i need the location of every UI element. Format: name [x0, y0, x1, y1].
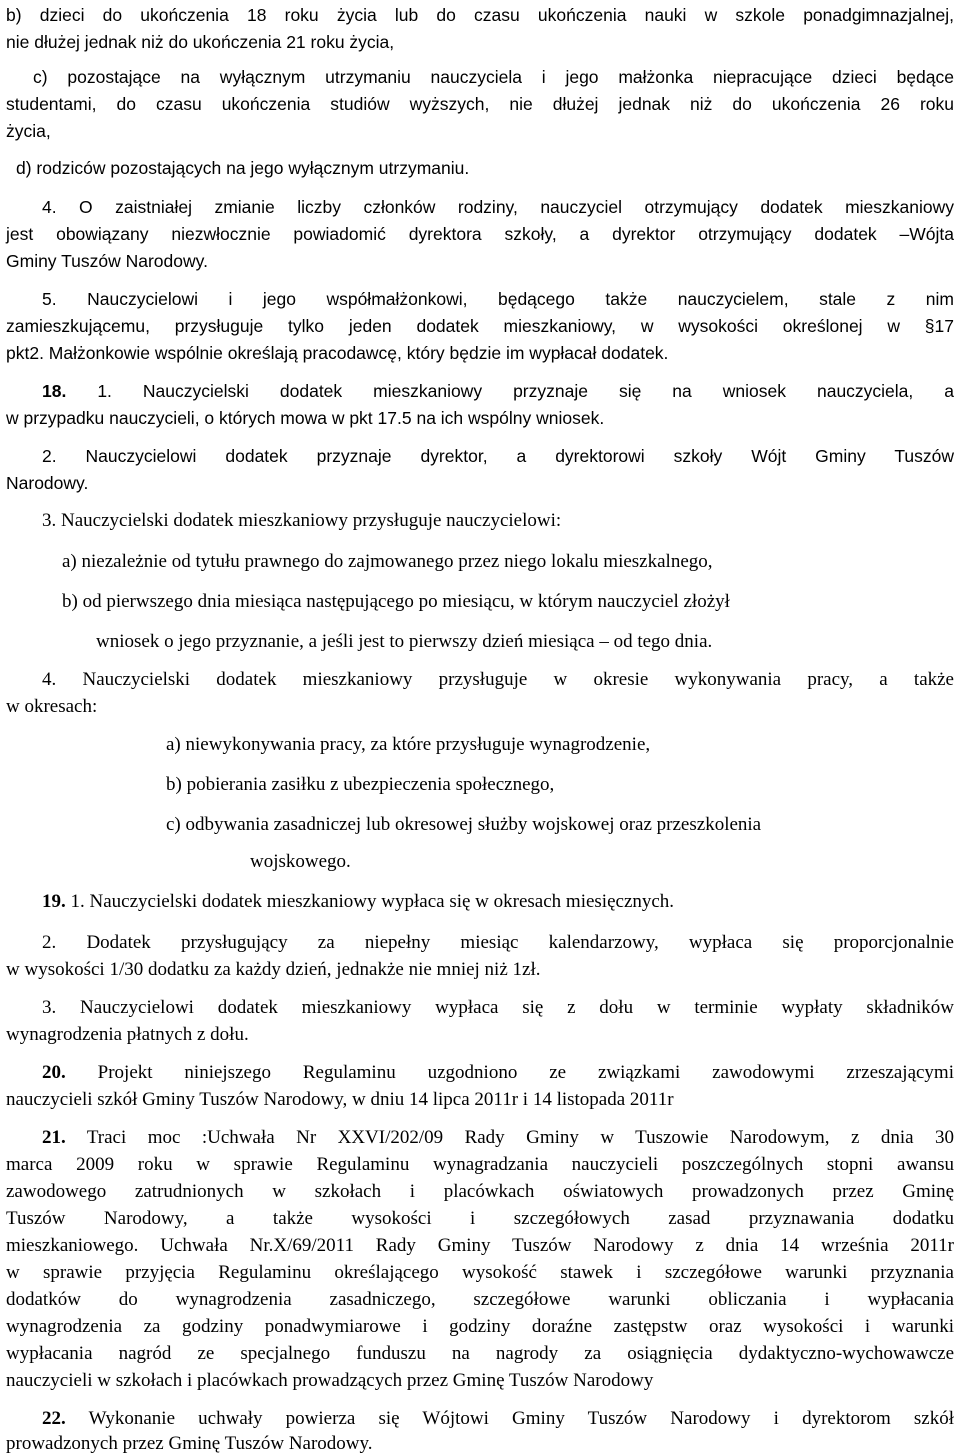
text-line: nauczycieli w szkołach i placówkach prowadzących przez Gminę Tuszów Narodowy [6, 1370, 654, 1391]
section-number: 19. [42, 891, 66, 912]
text-line: wynagrodzenia płatnych z dołu. [6, 1024, 249, 1045]
text-line: 3. Nauczycielowi dodatek mieszkaniowy wypłaca się z dołu w terminie wypłaty składników [42, 997, 954, 1018]
text-line: zawodowego zatrudnionych w szkołach i placówkach oświatowych prowadzonych przez Gminę [6, 1181, 954, 1202]
text-line [42, 1062, 954, 1084]
section-number: 22. [42, 1408, 66, 1429]
text-line: b) od pierwszego dnia miesiąca następującego po miesiącu, w którym nauczyciel złożył [62, 591, 730, 612]
text-line: wypłacania nagród ze specjalnego funduszu na nagrody za osiągnięcia dydaktyczno-wychowawcze [6, 1343, 954, 1364]
text-line: w sprawie przyjęcia Regulaminu określającego wysokość stawek i szczegółowe warunki przyznania [6, 1262, 954, 1283]
text-line: Tuszów Narodowy, a także wysokości i szczegółowych zasad przyznawania dodatku [6, 1208, 954, 1229]
text-line: 3. Nauczycielski dodatek mieszkaniowy przysługuje nauczycielowi: [42, 510, 562, 531]
text-line: a) niezależnie od tytułu prawnego do zajmowanego przez niego lokalu mieszkalnego, [62, 551, 713, 572]
text-line: w okresach: [6, 696, 98, 717]
text-line: jest obowiązany niezwłocznie powiadomić dyrektora szkoły, a dyrektor otrzymujący dodatek –Wójta [6, 224, 954, 244]
text-line: b) dzieci do ukończenia 18 roku życia lub do czasu ukończenia nauki w szkole ponadgimnazjalnej, [6, 5, 954, 25]
text-line: nie dłużej jednak niż do ukończenia 21 roku życia, [6, 32, 395, 52]
text-line: 4. O zaistniałej zmianie liczby członków rodziny, nauczyciel otrzymujący dodatek mieszkaniowy [42, 197, 954, 217]
section-number: 21. [42, 1127, 66, 1148]
text-line: w wysokości 1/30 dodatku za każdy dzień, jednakże nie mniej niż 1zł. [6, 959, 541, 980]
text-line: życia, [6, 121, 51, 141]
text-line: Gminy Tuszów Narodowy. [6, 251, 208, 271]
text-span: Traci moc :Uchwała Nr XXVI/202/09 Rady Gminy w Tuszowie Narodowym, z dnia 30 [65, 1127, 954, 1148]
text-line: 2. Nauczycielowi dodatek przyznaje dyrektor, a dyrektorowi szkoły Wójt Gminy Tuszów [42, 446, 954, 466]
text-line: c) pozostające na wyłącznym utrzymaniu nauczyciela i jego małżonka niepracujące dzieci będące [33, 67, 954, 87]
text-line: nauczycieli szkół Gminy Tuszów Narodowy, w dniu 14 lipca 2011r i 14 listopada 2011r [6, 1089, 674, 1110]
text-line: 4. Nauczycielski dodatek mieszkaniowy przysługuje w okresie wykonywania pracy, a także [42, 669, 954, 690]
text-line: marca 2009 roku w sprawie Regulaminu wynagradzania nauczycieli poszczególnych stopni awansu [6, 1154, 954, 1175]
text-line [42, 1127, 954, 1149]
text-line: w przypadku nauczycieli, o których mowa w pkt 17.5 na ich wspólny wniosek. [6, 408, 605, 428]
text-line: dodatków do wynagrodzenia zasadniczego, szczegółowe warunki obliczania i wypłacania [6, 1289, 954, 1310]
section-number: 20. [42, 1062, 66, 1083]
text-line: wniosek o jego przyznanie, a jeśli jest to pierwszy dzień miesiąca – od tego dnia. [96, 631, 713, 652]
text-line: studentami, do czasu ukończenia studiów wyższych, nie dłużej jednak niż do ukończenia 26 roku [6, 94, 954, 114]
text-line: wojskowego. [250, 851, 351, 872]
text-line: b) pobierania zasiłku z ubezpieczenia społecznego, [166, 774, 555, 795]
text-line [42, 891, 960, 913]
text-line: Narodowy. [6, 473, 89, 493]
text-line [42, 380, 954, 402]
text-line: 2. Dodatek przysługujący za niepełny miesiąc kalendarzowy, wypłaca się proporcjonalnie [42, 932, 954, 953]
text-line: mieszkaniowego. Uchwała Nr.X/69/2011 Rady Gminy Tuszów Narodowy z dnia 14 września 2011r [6, 1235, 954, 1256]
text-line [42, 1408, 954, 1430]
text-span: Wykonanie uchwały powierza się Wójtowi Gminy Tuszów Narodowy i dyrektorom szkół [65, 1408, 954, 1429]
text-line: d) rodziców pozostających na jego wyłącznym utrzymaniu. [16, 158, 470, 178]
text-line: pkt2. Małżonkowie wspólnie określają pracodawcę, który będzie im wypłacał dodatek. [6, 343, 669, 363]
text-line: c) odbywania zasadniczej lub okresowej służby wojskowej oraz przeszkolenia [166, 814, 762, 835]
text-span: 1. Nauczycielski dodatek mieszkaniowy przyznaje się na wniosek nauczyciela, a [66, 381, 954, 401]
text-line: zamieszkującemu, przysługuje tylko jeden dodatek mieszkaniowy, w wysokości określonej w §17 [6, 316, 954, 336]
section-number: 18. [42, 381, 67, 401]
text-line: a) niewykonywania pracy, za które przysługuje wynagrodzenie, [166, 734, 651, 755]
text-span: 1. Nauczycielski dodatek mieszkaniowy wypłaca się w okresach miesięcznych. [65, 891, 675, 912]
text-line: wynagrodzenia za godziny ponadwymiarowe i godziny doraźne zastępstw oraz wysokości i warunki [6, 1316, 954, 1337]
text-line: prowadzonych przez Gminę Tuszów Narodowy. [6, 1433, 373, 1454]
text-line: 5. Nauczycielowi i jego współmałżonkowi, będącego także nauczycielem, stale z nim [42, 289, 954, 309]
text-span: Projekt niniejszego Regulaminu uzgodniono ze związkami zawodowymi zrzeszającymi [65, 1062, 954, 1083]
